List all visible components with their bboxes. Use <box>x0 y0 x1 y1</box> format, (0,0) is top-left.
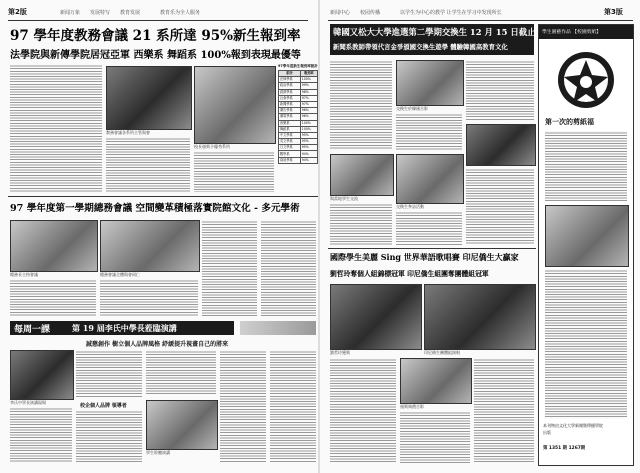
table-cell-department: 法律學系 <box>279 77 301 83</box>
sidebar-title: 第一次的剪紙福 <box>545 117 594 126</box>
exchange-photo-4 <box>466 124 536 166</box>
right-nav-2: 校园传播 <box>360 10 381 16</box>
article-text-column <box>474 358 534 463</box>
table-cell-rate: 95% <box>300 132 317 138</box>
ceremony-photo <box>400 358 472 404</box>
award-photo-caption: 校長頒獎予優秀系所 <box>194 144 230 149</box>
section-divider <box>8 196 318 197</box>
table-cell-department: 中文學系 <box>279 132 301 138</box>
lecture-speaker-photo <box>10 350 74 400</box>
table-cell-department: 經濟學系 <box>279 89 301 95</box>
article-text-column <box>106 137 190 192</box>
page-gutter <box>318 0 320 473</box>
right-slogan: 以学生为中心的教学 让学生在学习中发现所长 <box>400 10 502 16</box>
winner-photo <box>330 284 422 350</box>
sidebar-text <box>545 131 627 201</box>
left-nav-1: 新闻万象 <box>60 10 81 16</box>
table-cell-department: 數學系 <box>279 151 301 157</box>
table-cell-department: 西樂系 <box>279 120 301 126</box>
table-cell-rate: 94% <box>300 157 317 163</box>
article-text-column <box>330 358 396 463</box>
left-page-number: 第2版 <box>8 8 27 16</box>
article-text-column <box>400 411 470 463</box>
left-header-rule <box>8 20 308 21</box>
table-cell-department: 新聞學系 <box>279 101 301 107</box>
table-cell-rate: 99% <box>300 83 317 89</box>
paper-cut-artwork <box>547 47 625 113</box>
table-cell-rate: 96% <box>300 108 317 114</box>
table-cell-department: 廣告學系 <box>279 108 301 114</box>
table-cell-department: 舞蹈系 <box>279 126 301 132</box>
article-text-column <box>396 113 462 150</box>
article-text-column <box>10 64 102 192</box>
table-cell-rate: 100% <box>300 120 317 126</box>
exchange-photo-caption: 交換生於韓國合影 <box>396 106 428 111</box>
article-text-column <box>466 60 534 120</box>
sidebar-header-text: 學生園藝作品 【校園剪紙】 <box>542 30 602 35</box>
left-nav-2: 发展特写 <box>90 10 111 16</box>
article-text-column <box>202 220 257 317</box>
exchange-photo-3-caption: 交換生參訪活動 <box>396 204 424 209</box>
article-text-column <box>76 410 142 463</box>
article-text-column <box>194 151 274 192</box>
sidebar-header <box>539 25 633 39</box>
section-divider <box>328 248 536 249</box>
meeting-photo-caption: 教務會議各系所主管與會 <box>106 130 150 135</box>
group-performance-caption: 印尼僑生團體組演唱 <box>424 350 460 355</box>
right-page-number: 第3版 <box>604 8 623 16</box>
lecture-subhead: 校企個人品牌 領導者 <box>80 403 127 409</box>
ceremony-photo-caption: 頒獎典禮合影 <box>400 404 424 409</box>
table-cell-rate: 100% <box>300 126 317 132</box>
sidebar-issue-number: 第 1351 期 1267期 <box>543 446 586 451</box>
meeting-photo <box>106 66 192 130</box>
lecture-speaker-caption: 李氏中學長演講現場 <box>10 400 46 405</box>
right-nav-1: 新闻中心 <box>330 10 351 16</box>
table-title: 97學年度新生報到率統計 <box>278 64 318 68</box>
left-nav-3: 教育发展 <box>120 10 141 16</box>
group-meeting-photo <box>100 220 200 272</box>
banner-title: 第 19 屆李氏中學長蒞臨演講 <box>72 323 177 333</box>
sidebar-text <box>545 269 627 419</box>
table-cell-department: 日文學系 <box>279 145 301 151</box>
table-cell-rate: 100% <box>300 77 317 83</box>
affairs-meeting-headline: 97 學年度第一學期總務會議 空間變革積極落實院館文化 - 多元學術 <box>10 203 300 214</box>
enrollment-table <box>278 70 318 164</box>
table-header: 系所 <box>279 71 301 77</box>
sidebar-footer-line1: 本刊物由文化大學新聞暨傳播學院 <box>543 423 603 428</box>
article-text-column <box>76 350 142 398</box>
article-text-column <box>396 211 462 245</box>
exchange-photo-2-caption: 與當地學生交流 <box>330 196 358 201</box>
table-header: 報到率 <box>300 71 317 77</box>
exchange-photo-2 <box>330 154 394 196</box>
lecture-audience-photo <box>146 400 218 450</box>
article-text-column <box>100 279 198 317</box>
sidebar-footer-line2: 出版 <box>543 430 551 435</box>
lecture-audience-caption: 學生聆聽演講 <box>146 450 170 455</box>
award-photo <box>194 66 276 144</box>
exchange-photo-3 <box>396 154 464 204</box>
left-headline-sub: 法學院與新傳學院居冠亞軍 西樂系 舞蹈系 100%報到表現最優等 <box>10 50 301 61</box>
table-cell-department: 資訊學系 <box>279 157 301 163</box>
lecture-subtitle: 誠懇創作 樹立個人品牌風格 紓緩提升視畫自己的將來 <box>86 341 229 348</box>
left-slogan: 教育乐为全人服务 <box>160 10 201 16</box>
article-text-column <box>466 168 534 245</box>
exchange-photo <box>396 60 464 106</box>
exchange-headline-box <box>330 24 534 55</box>
table-cell-department: 社會學系 <box>279 95 301 101</box>
table-row <box>279 157 318 163</box>
article-text-column <box>330 60 392 150</box>
weekly-lecture-banner <box>10 321 234 335</box>
table-cell-rate: 94% <box>300 151 317 157</box>
article-text-column <box>10 407 72 463</box>
table-cell-rate: 98% <box>300 89 317 95</box>
table-cell-department: 英文學系 <box>279 139 301 145</box>
exchange-subheadline: 新聞系教師帶領代言金爭頒國交換生遊學 體驗韓國高教育文化 <box>333 43 508 51</box>
article-text-column <box>261 220 316 317</box>
banner-decoration <box>240 321 316 335</box>
sidebar-column <box>538 24 634 466</box>
sidebar-photo <box>545 205 629 267</box>
right-header-rule <box>328 20 633 21</box>
winner-photo-caption: 劉哲玲獲獎 <box>330 350 350 355</box>
article-text-column <box>146 350 216 396</box>
article-text-column <box>330 203 392 245</box>
table-cell-rate: 95% <box>300 145 317 151</box>
article-text-column <box>270 350 316 463</box>
singing-contest-headline: 國際學生美麗 Sing 世界華語歌唱賽 印尼僑生大贏家 <box>330 252 519 262</box>
table-cell-rate: 95% <box>300 139 317 145</box>
group-performance-photo <box>424 284 536 350</box>
director-photo-caption: 總務長主持會議 <box>10 272 38 277</box>
exchange-headline: 韓國又松大大學進選第二學期交換生 12 月 15 日截止 <box>333 27 536 37</box>
enrollment-table-box <box>278 64 318 164</box>
table-cell-rate: 97% <box>300 95 317 101</box>
table-cell-department: 政治學系 <box>279 83 301 89</box>
banner-label: 每周一課 <box>14 325 51 335</box>
article-text-column <box>10 279 96 317</box>
group-meeting-photo-caption: 總務會議全體與會同仁 <box>100 272 140 277</box>
left-headline-main: 97 學年度教務會議 21 系所達 95%新生報到率 <box>10 28 301 44</box>
director-photo <box>10 220 98 272</box>
table-cell-rate: 97% <box>300 101 317 107</box>
table-cell-rate: 96% <box>300 114 317 120</box>
article-text-column <box>220 350 266 463</box>
singing-contest-subheadline: 劉哲玲奪個人組錦標冠軍 印尼僑生組團奪團體組冠軍 <box>330 270 489 278</box>
table-cell-department: 廣電學系 <box>279 114 301 120</box>
